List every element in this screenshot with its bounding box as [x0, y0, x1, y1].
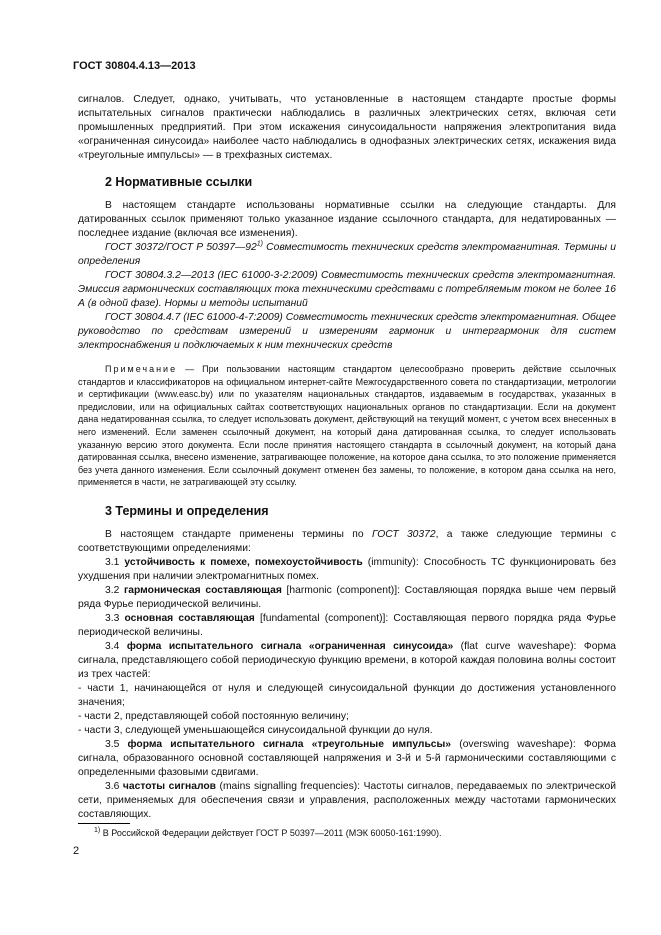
term-3-2: [78, 584, 616, 612]
lead-text: В настоящем стандарте применены термины по: [105, 528, 372, 540]
term-3-4-part: - части 2, представляющей собой постоянную величину;: [78, 710, 349, 722]
term-definition: [harmonic (component)]: Составляющая порядка выше чем первый ряда Фурье периодической величины.: [78, 584, 616, 610]
term-definition: (mains signalling frequencies): Частоты сигналов, передаваемых по электрической сети, применяемых для обеспечения связи и управления, расположенных между частотами гармонических составляющих.: [78, 780, 616, 820]
term-number: 3.1: [105, 556, 125, 568]
footnote-divider: [78, 823, 130, 824]
term-number: 3.3: [105, 612, 125, 624]
note-label: Примечание: [105, 364, 178, 374]
term-3-3: [78, 612, 616, 640]
reference-item: ГОСТ 30804.4.7 (IEC 61000-4-7:2009) Совместимость технических средств электромагнитная. Общее руководство по средствам измерений и измерениям гармоник и интергармоник для систем электроснабжения и подключаемых к ним технических средств: [78, 312, 616, 351]
section-3-heading: 3 Термины и определения: [105, 503, 269, 518]
term-3-4-part: - части 1, начинающейся от нуля и следующей синусоидальной функции до достижения установленного значения;: [78, 682, 616, 708]
term-name: основная составляющая: [124, 612, 255, 624]
term-3-1: [78, 556, 616, 584]
term-name: форма испытательного сигнала «ограниченная синусоида»: [126, 640, 454, 652]
term-definition: [fundamental (component)]: Составляющая первого порядка ряда Фурье периодической величины.: [78, 612, 617, 638]
term-number: 3.4: [105, 640, 127, 652]
page-number: 2: [73, 845, 80, 857]
section-2-heading: 2 Нормативные ссылки: [105, 175, 253, 189]
note-text: — При пользовании настоящим стандартом целесообразно проверить действие ссылочных стандартов и классификаторов на официальном интернет-сайте Межгосударственного совета по стандартизации, метрологии и сертификации (www.easc.by) или по указателям национальных стандартов, издаваемым в государствах, указанных в предисловии, или на официальных сайтах соответствующих национальных органов по стандартизации. Если на документ дана недатированная ссылка, то следует использовать документ, действующий на текущий момент, с учетом всех внесенных в него изменений. Если заменен ссылочный документ, на который дана датированная ссылка, то следует использовать указанную версию этого документа. Если после принятия настоящего стандарта в ссылочный документ, на который дана датированная ссылка, внесено изменение, затрагивающее положение, на которое дана ссылка, то это положение применяется без учета данного изменения. Если ссылочный документ отменен без замены, то положение, в котором дана ссылка на него, применяется в части, не затрагивающей эту ссылку.: [78, 364, 616, 488]
reference-list: [78, 241, 616, 353]
term-definition: (flat curve waveshape): Форма сигнала, представляющего собой периодическую функцию времени, в которой каждая половина волны состоит из трех частей:: [78, 640, 617, 680]
footnote-marker: 1): [94, 827, 101, 834]
intro-paragraph: сигналов. Следует, однако, учитывать, что установленные в настоящем стандарте простые формы испытательных сигналов практически наблюдались в различных электрических сетях, включая сети промышленных предприятий. При этом искажения синусоидальности напряжения электропитания вида «ограниченная синусоида» наиболее часто наблюдались в однофазных электрических сетях, искажения вида «треугольные импульсы» — в трехфазных системах.: [78, 94, 616, 161]
lead-text: , а также следующие термины с соответствующими определениями:: [78, 528, 616, 554]
document-header: ГОСТ 30804.4.13—2013: [73, 60, 196, 72]
term-3-4: [78, 640, 616, 682]
reference-item: ГОСТ 30804.3.2—2013 (IEC 61000-3-2:2009) Совместимость технических средств электромагнитная. Эмиссия гармонических составляющих тока техническими средствами с потребляемым током не более 16 А (в одной фазе). Нормы и методы испытаний: [78, 270, 616, 309]
footnote: [94, 828, 442, 838]
term-number: 3.2: [105, 584, 125, 596]
section-3-lead: [78, 528, 616, 556]
reference-title: Совместимость технических средств электромагнитная. Термины и определения: [78, 242, 616, 267]
term-number: 3.5: [105, 738, 128, 750]
note-block: [78, 363, 616, 489]
term-name: форма испытательного сигнала «треугольные импульсы»: [127, 738, 452, 750]
lead-reference: ГОСТ 30372: [371, 528, 436, 540]
page-content: [78, 93, 616, 822]
term-number: 3.6: [105, 780, 123, 792]
term-name: устойчивость к помехе, помехоустойчивость: [124, 556, 363, 568]
term-definition: (overswing waveshape): Форма сигнала, образованного основной составляющей напряжения и 3-й и 5-й гармоническими составляющими с определенными фазовыми сдвигами.: [78, 738, 616, 778]
term-name: гармоническая составляющая: [124, 584, 282, 596]
term-3-6: [78, 780, 616, 822]
reference-item: [78, 241, 616, 269]
term-3-4-part: - части 3, следующей уменьшающейся синусоидальной функции до нуля.: [78, 724, 433, 736]
footnote-marker: 1): [256, 240, 263, 248]
note-paragraph: [78, 363, 616, 489]
term-3-5: [78, 738, 616, 780]
section-2-lead: В настоящем стандарте использованы нормативные ссылки на следующие стандарты. Для датированных ссылок применяют только указанное издание ссылочного стандарта, для недатированных — последнее издание (включая все изменения).: [78, 200, 616, 239]
term-definition: (immunity): Способность ТС функционировать без ухудшения при наличии электромагнитных помех.: [78, 556, 616, 582]
reference-code: ГОСТ 30372/ГОСТ Р 50397—92: [105, 242, 257, 253]
term-name: частоты сигналов: [122, 780, 216, 792]
footnote-text: В Российской Федерации действует ГОСТ Р 50397—2011 (МЭК 60050-161:1990).: [100, 828, 442, 838]
